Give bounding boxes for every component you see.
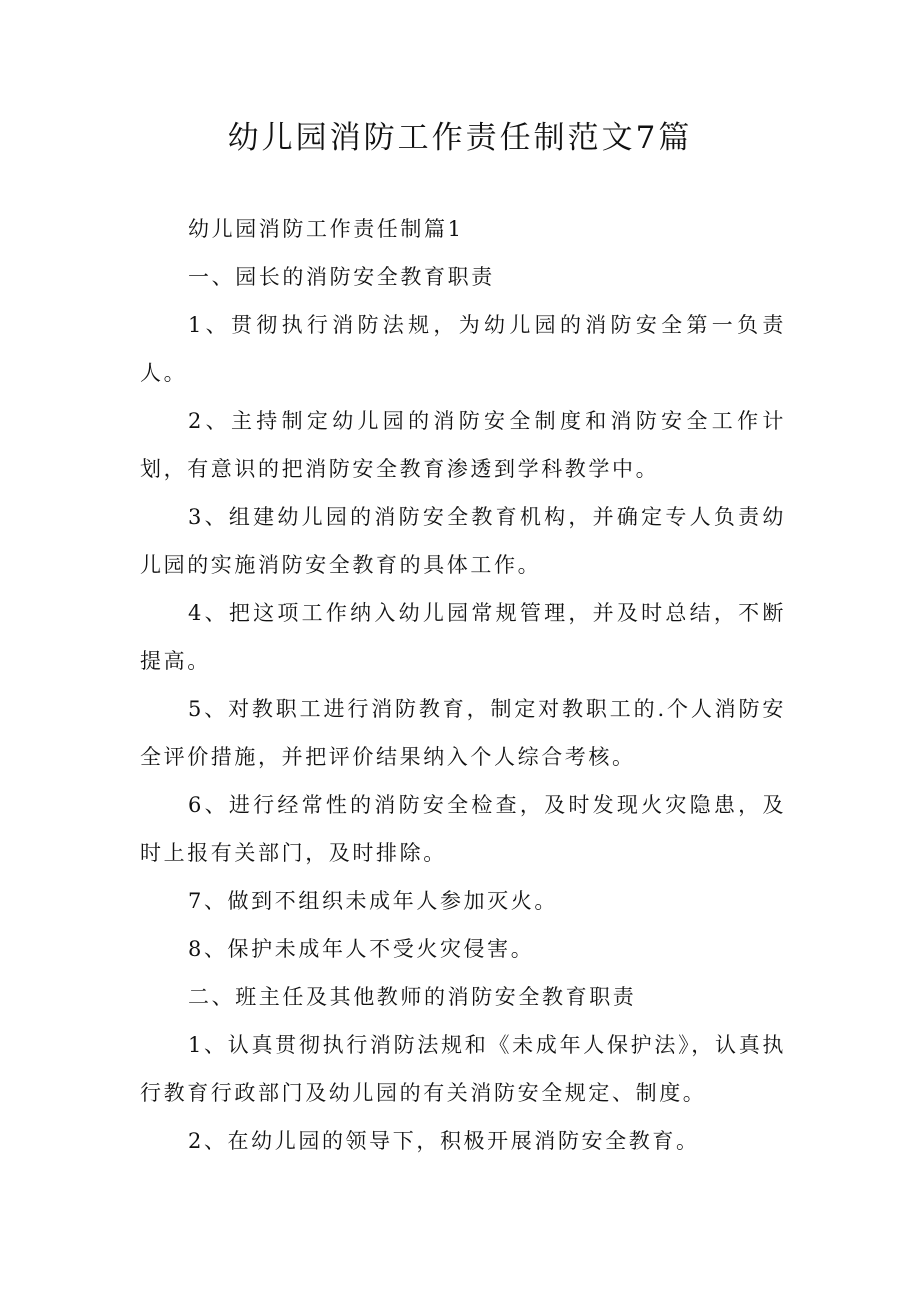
body-paragraph: 6、进行经常性的消防安全检查，及时发现火灾隐患，及时上报有关部门，及时排除。 bbox=[140, 793, 786, 865]
body-paragraph: 2、主持制定幼儿园的消防安全制度和消防安全工作计划，有意识的把消防安全教育渗透到学科教学中。 bbox=[140, 409, 786, 481]
document-body bbox=[140, 205, 786, 1165]
body-paragraph: 5、对教职工进行消防教育，制定对教职工的.个人消防安全评价措施，并把评价结果纳入个人综合考核。 bbox=[140, 697, 786, 769]
body-paragraph: 7、做到不组织未成年人参加灭火。 bbox=[188, 889, 558, 913]
body-paragraph: 1、认真贯彻执行消防法规和《未成年人保护法》，认真执行教育行政部门及幼儿园的有关消防安全规定、制度。 bbox=[140, 1033, 786, 1105]
body-paragraph: 1、贯彻执行消防法规，为幼儿园的消防安全第一负责人。 bbox=[140, 313, 786, 385]
body-paragraph: 4、把这项工作纳入幼儿园常规管理，并及时总结，不断提高。 bbox=[140, 601, 786, 673]
subsection-heading: 二、班主任及其他教师的消防安全教育职责 bbox=[188, 985, 637, 1009]
section-heading: 幼儿园消防工作责任制篇1 bbox=[188, 217, 464, 241]
body-paragraph: 8、保护未成年人不受火灾侵害。 bbox=[188, 937, 535, 961]
body-paragraph: 2、在幼儿园的领导下，积极开展消防安全教育。 bbox=[188, 1129, 700, 1153]
body-paragraph: 3、组建幼儿园的消防安全教育机构，并确定专人负责幼儿园的实施消防安全教育的具体工作。 bbox=[140, 505, 786, 577]
subsection-heading: 一、园长的消防安全教育职责 bbox=[188, 265, 495, 289]
document-title: 幼儿园消防工作责任制范文7篇 bbox=[227, 120, 693, 156]
